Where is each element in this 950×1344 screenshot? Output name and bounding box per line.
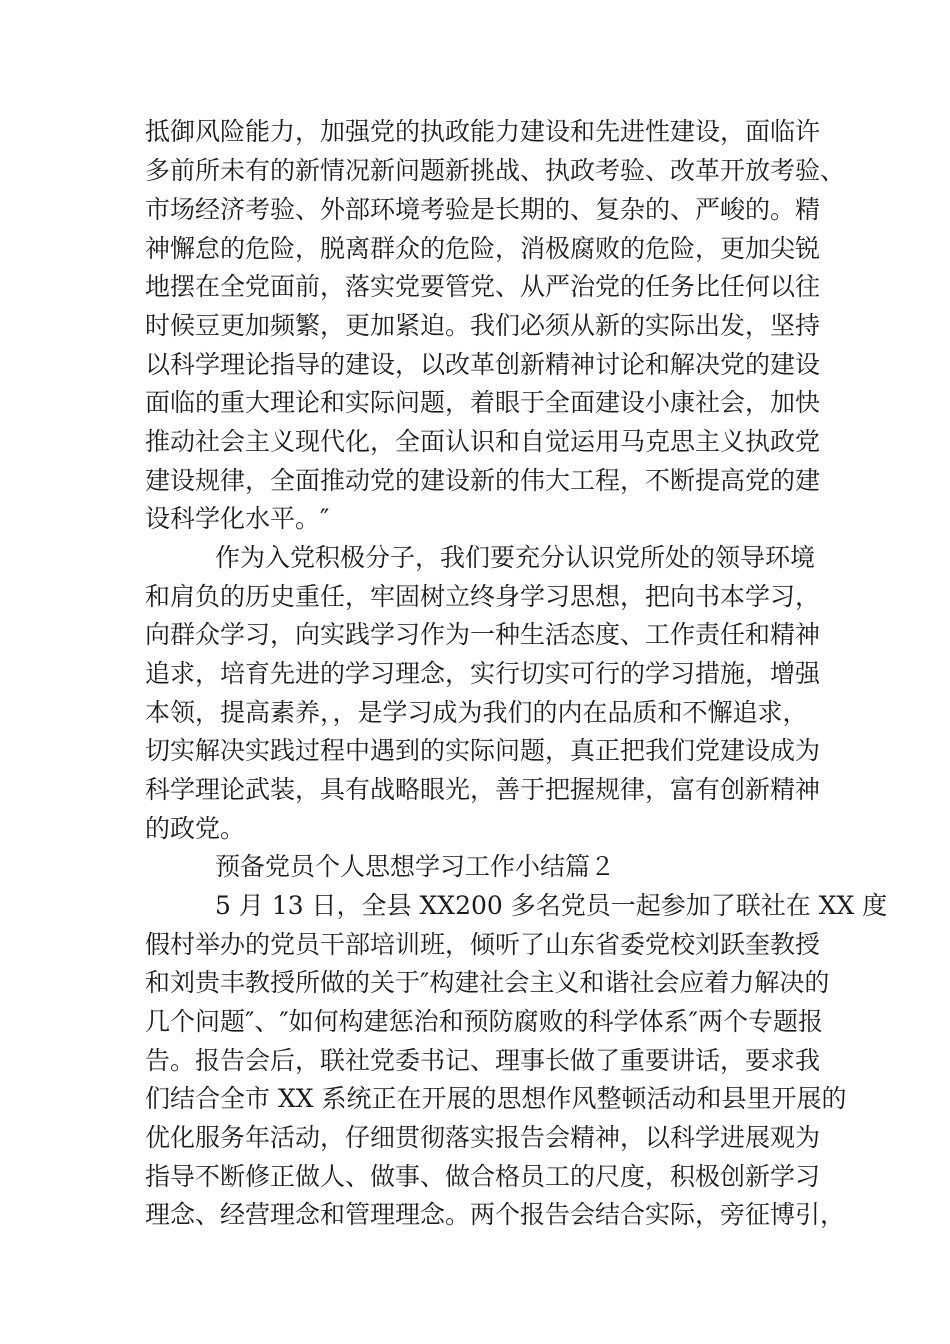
text-line: 地摆在全党面前，落实党要管党、从严治党的任务比任何以往 (145, 272, 821, 301)
section-heading: 预备党员个人思想学习工作小结篇２ (215, 852, 616, 881)
text-line: 优化服务年活动，仔细贯彻落实报告会精神，以科学进展观为 (145, 1123, 821, 1152)
text-line: 向群众学习，向实践学习作为一种生活态度、工作责任和精神 (145, 620, 821, 649)
text-line: 指导不断修正做人、做事、做合格员工的尺度，积极创新学习 (145, 1162, 821, 1191)
text-line: 建设规律，全面推动党的建设新的伟大工程，不断提高党的建 (145, 466, 821, 495)
text-line: 告。报告会后，联社党委书记、理事长做了重要讲话，要求我 (145, 1046, 821, 1075)
text-line: 以科学理论指导的建设，以改革创新精神讨论和解决党的建设 (145, 350, 821, 379)
text-line: 多前所未有的新情况新问题新挑战、执政考验、改革开放考验、 (145, 156, 846, 185)
text-line: 的政党。 (145, 814, 246, 843)
text-line: 切实解决实践过程中遇到的实际问题，真正把我们党建设成为 (145, 736, 821, 765)
text-line: 市场经济考验、外部环境考验是长期的、复杂的、严峻的。精 (145, 195, 821, 224)
paragraph-first-line: 5 月 13 日，全县 XX200 多名党员一起参加了联社在 XX 度 (215, 891, 888, 920)
text-line: 科学理论武装，具有战略眼光，善于把握规律，富有创新精神 (145, 775, 821, 804)
text-line: 假村举办的党员干部培训班，倾听了山东省委党校刘跃奎教授 (145, 930, 821, 959)
text-line: 和刘贵丰教授所做的关于″构建社会主义和谐社会应着力解决的 (145, 968, 830, 997)
text-line: 设科学化水平。″ (145, 504, 330, 533)
text-line: 面临的重大理论和实际问题，着眼于全面建设小康社会，加快 (145, 388, 821, 417)
text-line: 时候豆更加频繁，更加紧迫。我们必须从新的实际出发，坚持 (145, 311, 821, 340)
text-line: 神懈怠的危险，脱离群众的危险，消极腐败的危险，更加尖锐 (145, 234, 821, 263)
text-line: 追求，培育先进的学习理念，实行切实可行的学习措施，增强 (145, 659, 821, 688)
text-line: 推动社会主义现代化，全面认识和自觉运用马克思主义执政党 (145, 427, 821, 456)
text-line: 抵御风险能力，加强党的执政能力建设和先进性建设，面临许 (145, 117, 821, 146)
text-line: 理念、经营理念和管理理念。两个报告会结合实际，旁征博引， (145, 1200, 846, 1229)
paragraph-first-line: 作为入党积极分子，我们要充分认识党所处的领导环境 (215, 543, 816, 572)
text-line: 本领，提高素养，，是学习成为我们的内在品质和不懈追求， (145, 698, 808, 727)
text-line: 们结合全市 XX 系统正在开展的思想作风整顿活动和县里开展的 (145, 1084, 847, 1113)
text-line: 几个问题″、″如何构建惩治和预防腐败的科学体系″两个专题报 (145, 1007, 824, 1036)
text-line: 和肩负的历史重任，牢固树立终身学习思想，把向书本学习， (145, 582, 821, 611)
